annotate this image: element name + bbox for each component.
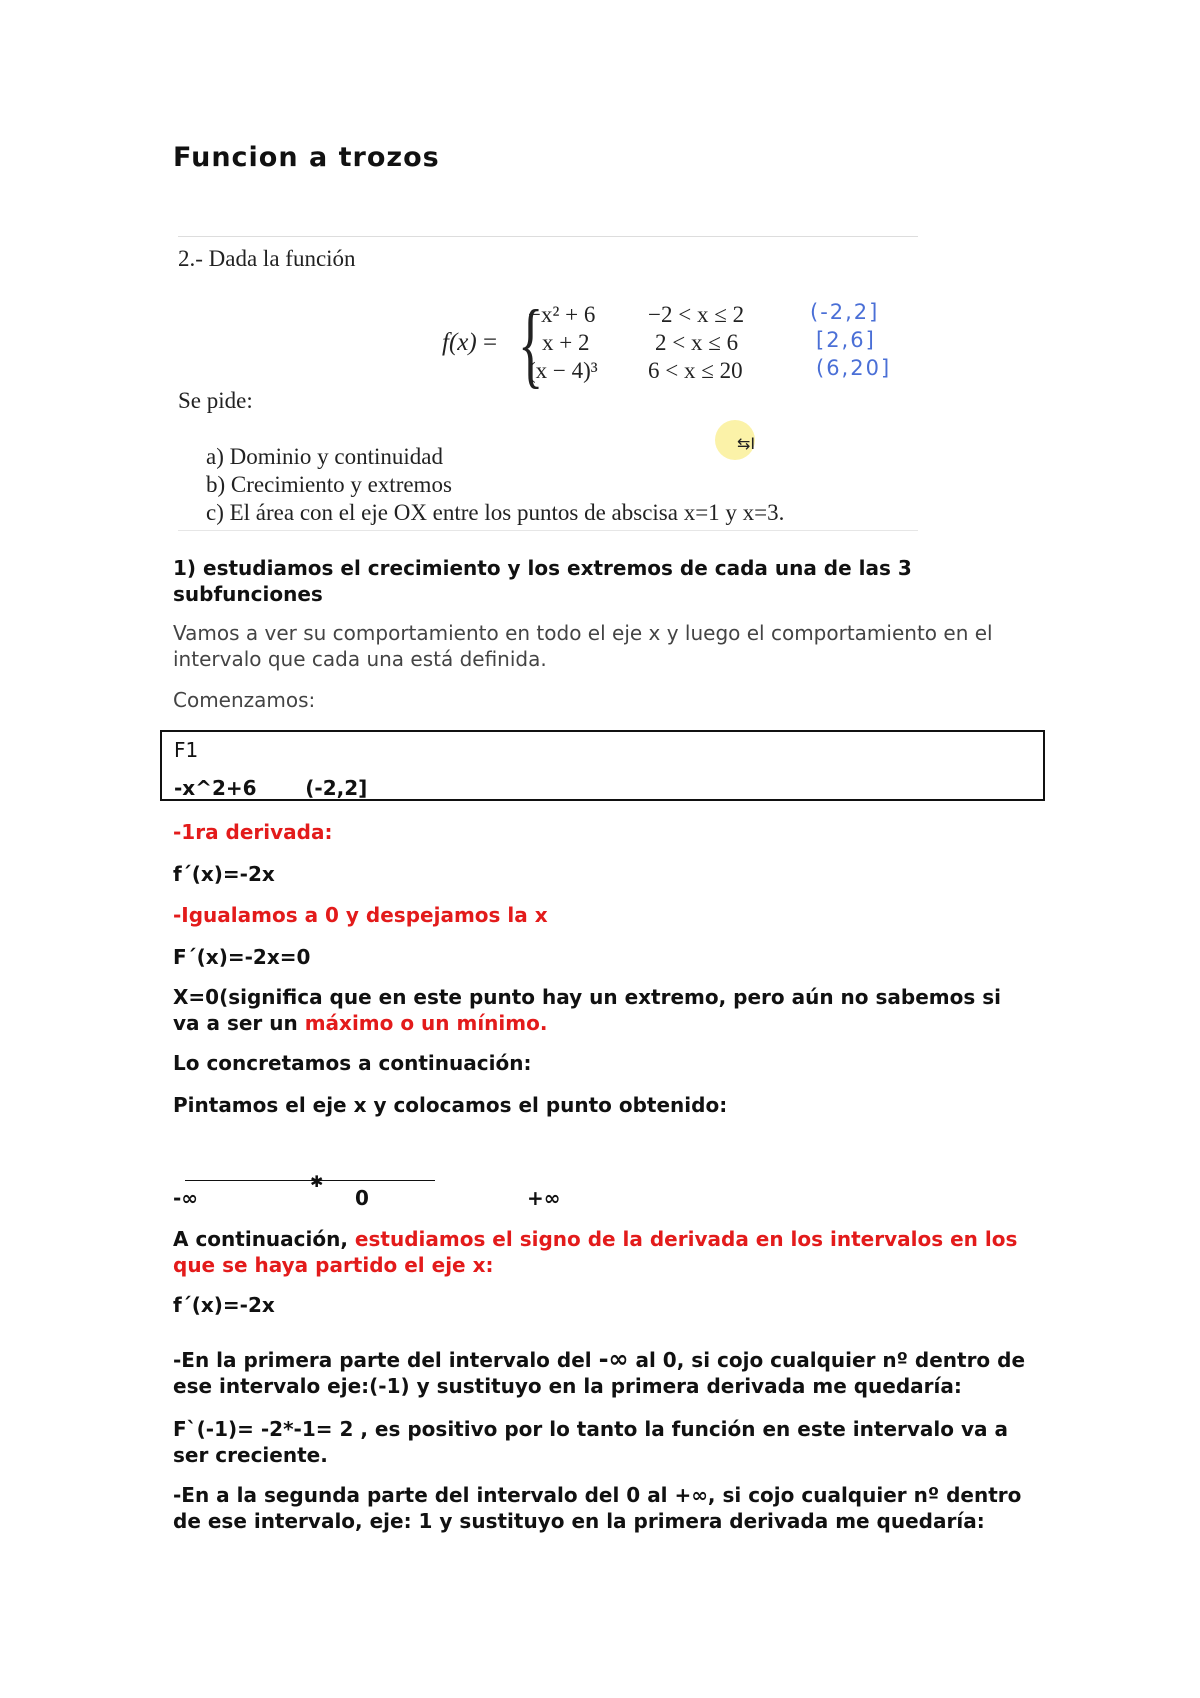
derivada-heading: -1ra derivada: [173,820,333,844]
axis-minus-inf: -∞ [173,1186,198,1210]
case-cond-3: 6 < x ≤ 20 [648,358,743,383]
divider [178,530,918,531]
brace-icon: { [518,290,544,397]
igualamos-heading: -Igualamos a 0 y despejamos la x [173,903,548,927]
derivada-eq: f´(x)=-2x [173,862,275,886]
equals-sign: = [482,329,498,356]
problem-item-a: a) Dominio y continuidad [206,444,443,469]
handwritten-note-2: [2,6] [816,328,876,352]
handwritten-note-1: (-2,2] [810,300,880,324]
problem-heading: 2.- Dada la función [178,246,356,271]
fx-name: f(x) [442,329,477,356]
igualamos-eq: F´(x)=-2x=0 [173,945,311,969]
cursor-icon: ⇆I [737,434,756,453]
x0-red-text: máximo o un mínimo. [304,1011,548,1035]
f1-box [160,730,1045,801]
f1-definition: -x^2+6 (-2,2] [174,776,368,800]
axis-plus-inf: +∞ [527,1186,561,1210]
x0-text: X=0(significa que en este punto hay un extremo, pero aún no sabemos si va a ser un [173,985,1001,1035]
handwritten-note-3: (6,20] [816,356,892,380]
primera-parte-paragraph [173,1346,1033,1399]
pintamos-text: Pintamos el eje x y colocamos el punto obtenido: [173,1093,728,1117]
problem-image [170,234,920,536]
minus-inf-symbol: -∞ [598,1345,629,1373]
problem-item-b: b) Crecimiento y extremos [206,472,452,497]
f1-label: F1 [174,738,199,762]
section-heading: 1) estudiamos el crecimiento y los extremos de cada una de las 3 subfunciones [173,556,912,606]
continuacion-text: A continuación, [173,1227,355,1251]
function-label [442,329,497,357]
case-expr-1: −x² + 6 [528,302,596,327]
case-expr-2: x + 2 [542,330,590,355]
continuacion-paragraph [173,1226,1033,1278]
se-pide-label: Se pide: [178,388,253,413]
continuacion-red-text: estudiamos el signo de la derivada en los intervalos en los que se haya partido el eje x: [173,1227,1018,1277]
divider [178,236,918,237]
concretamos-text: Lo concretamos a continuación: [173,1051,532,1075]
segunda-parte-paragraph: -En a la segunda parte del intervalo del 0 al +∞, si cojo cualquier nº dentro de ese intervalo, eje: 1 y sustituyo en la primera derivada me quedaría: [173,1483,1022,1533]
page-title: Funcion a trozos [173,142,440,173]
primera-parte-text-a: -En la primera parte del intervalo del [173,1348,599,1372]
case-expr-3: (x − 4)³ [528,358,598,383]
axis-zero: 0 [355,1186,369,1210]
primera-parte-text-b: al 0, si cojo cualquier nº dentro de ese intervalo eje:(-1) y sustituyo en la primera derivada me quedaría: [173,1348,1026,1398]
comenzamos-text: Comenzamos: [173,688,316,712]
axis-point-icon: ✱ [310,1172,324,1191]
f-minus1-paragraph: F`(-1)= -2*-1= 2 , es positivo por lo tanto la función en este intervalo va a ser creciente. [173,1417,1008,1467]
case-cond-2: 2 < x ≤ 6 [655,330,739,355]
problem-item-c: c) El área con el eje OX entre los puntos de abscisa x=1 y x=3. [206,500,785,525]
case-cond-1: −2 < x ≤ 2 [648,302,745,327]
intro-paragraph: Vamos a ver su comportamiento en todo el eje x y luego el comportamiento en el intervalo que cada una está definida. [173,621,993,671]
derivada2-eq: f´(x)=-2x [173,1293,275,1317]
x0-paragraph [173,984,1033,1036]
